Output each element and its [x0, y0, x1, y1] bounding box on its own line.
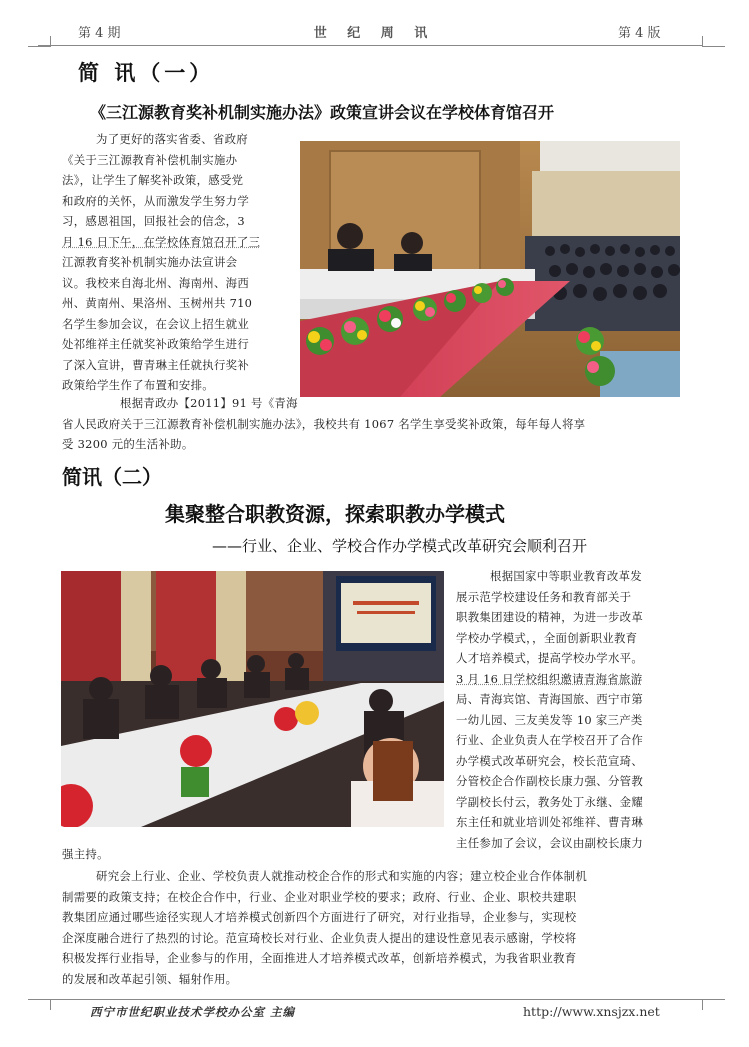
- corner-mark-bottom-left: [28, 999, 51, 1010]
- corner-mark-top-right: [702, 36, 725, 47]
- text-line: 行业、企业负责人在学校召开了合作: [456, 733, 644, 747]
- text-line: 东主任和就业培训处祁维祥、曹青琳: [456, 815, 644, 829]
- text-line: 习，感恩祖国，回报社会的信念，3: [62, 214, 245, 228]
- newsletter-title: 世 纪 周 讯: [313, 26, 436, 41]
- text-line: 了深入宣讲，曹青琳主任就执行奖补: [62, 357, 250, 372]
- corner-mark-bottom-right: [702, 999, 725, 1010]
- text-line: 名学生参加会议，在会议上招生就业: [62, 316, 250, 331]
- text-line: 学副校长付云，教务处丁永继、金耀: [456, 794, 644, 809]
- auditorium-meeting-photo: [300, 141, 680, 397]
- text-line: 根据青政办【2011】91 号《青海: [120, 396, 298, 410]
- text-line: 一幼儿园、三友美发等 10 家三产类: [456, 712, 643, 727]
- footer-rule: [38, 999, 702, 1000]
- text-line: 政策给学生作了布置和安排。: [62, 378, 214, 392]
- text-line: 学校办学模式，，全面创新职业教育: [456, 630, 638, 645]
- section2-paragraph2: [62, 866, 682, 989]
- section2-subtitle: ——行业、企业、学校合作办学模式改革研究会顺利召开: [212, 537, 588, 555]
- text-line: 为了更好的落实省委、省政府: [96, 132, 248, 146]
- text-line: 职教集团建设的精神，为进一步改革: [456, 610, 644, 624]
- section2-paragraph1: [456, 566, 682, 853]
- text-line: 议。我校来自海北州、海南州、海西: [62, 275, 250, 290]
- corner-mark-top-left: [28, 36, 51, 47]
- footer-office: 西宁市世纪职业技术学校办公室 主编: [90, 1005, 296, 1019]
- text-line: 办学模式改革研究会，校长范宣琦、: [456, 753, 644, 768]
- text-line: 江源教育奖补机制实施办法宣讲会: [62, 255, 238, 269]
- text-line: 处祁维祥主任就奖补政策给学生进行: [62, 337, 250, 351]
- text-line: 和政府的关怀，从而激发学生努力学: [62, 193, 250, 208]
- section1-article-title: 《三江源教育奖补机制实施办法》政策宣讲会议在学校体育馆召开: [90, 103, 555, 122]
- page-number: 第 4 版: [618, 26, 661, 41]
- text-line: 受 3200 元的生活补助。: [62, 437, 194, 451]
- section2-heading: 简讯（二）: [62, 465, 162, 489]
- text-line: 月 16 日下午，在学校体育馆召开了三: [62, 234, 261, 249]
- text-line: 企深度融合进行了热烈的讨论。范宣琦校长对行业、企业负责人提出的建设性意见表示感谢，学校将: [62, 930, 577, 945]
- text-line: 积极发挥行业指导，企业参与的作用，全面推进人才培养模式改革，创新培养模式，为我省职业教育: [62, 951, 577, 965]
- text-line: 3 月 16 日学校组织邀请青海省旅游: [456, 671, 643, 686]
- section1-paragraph2: [62, 393, 680, 455]
- section2-article-title: 集聚整合职教资源，探索职教办学模式: [165, 502, 505, 526]
- text-line: 《关于三江源教育补偿机制实施办: [62, 152, 238, 167]
- footer-url-link[interactable]: http://www.xnsjzx.net: [523, 1004, 660, 1019]
- text-line: 展示范学校建设任务和教育部关于: [456, 589, 632, 604]
- text-line: 局、青海宾馆、青海国旅、西宁市第: [456, 692, 644, 706]
- text-line: 主任参加了会议，会议由副校长康力: [456, 835, 644, 850]
- text-line: 人才培养模式，提高学校办学水平。: [456, 651, 644, 665]
- section1-heading: 简 讯（一）: [78, 60, 215, 85]
- text-line: 研究会上行业、企业、学校负责人就推动校企合作的形式和实施的内容；建立校企业合作体制机: [96, 869, 588, 883]
- section2-tail-line: 强主持。: [62, 847, 109, 861]
- text-line: 州、黄南州、果洛州、玉树州共 710: [62, 296, 253, 310]
- text-line: 省人民政府关于三江源教育补偿机制实施办法》，我校共有 1067 名学生享受奖补政策，每年每人将享: [62, 416, 586, 431]
- text-line: 教集团应通过哪些途径实现人才培养模式创新四个方面进行了研究，对行业指导，企业参与，实现校: [62, 910, 577, 924]
- conference-room-photo: [61, 571, 444, 827]
- header-rule: [38, 45, 702, 46]
- text-line: 分管校企合作副校长康力强、分管教: [456, 774, 644, 788]
- text-line: 制需要的政策支持；在校企合作中，行业、企业对职业学校的要求；政府、行业、企业、职校共建职: [62, 889, 577, 904]
- section1-paragraph1: [62, 129, 296, 396]
- text-line: 的发展和改革起引领、辐射作用。: [62, 971, 238, 986]
- text-line: 法》，让学生了解奖补政策，感受党: [62, 173, 244, 187]
- text-line: 根据国家中等职业教育改革发: [490, 569, 642, 583]
- issue-number: 第 4 期: [78, 26, 121, 41]
